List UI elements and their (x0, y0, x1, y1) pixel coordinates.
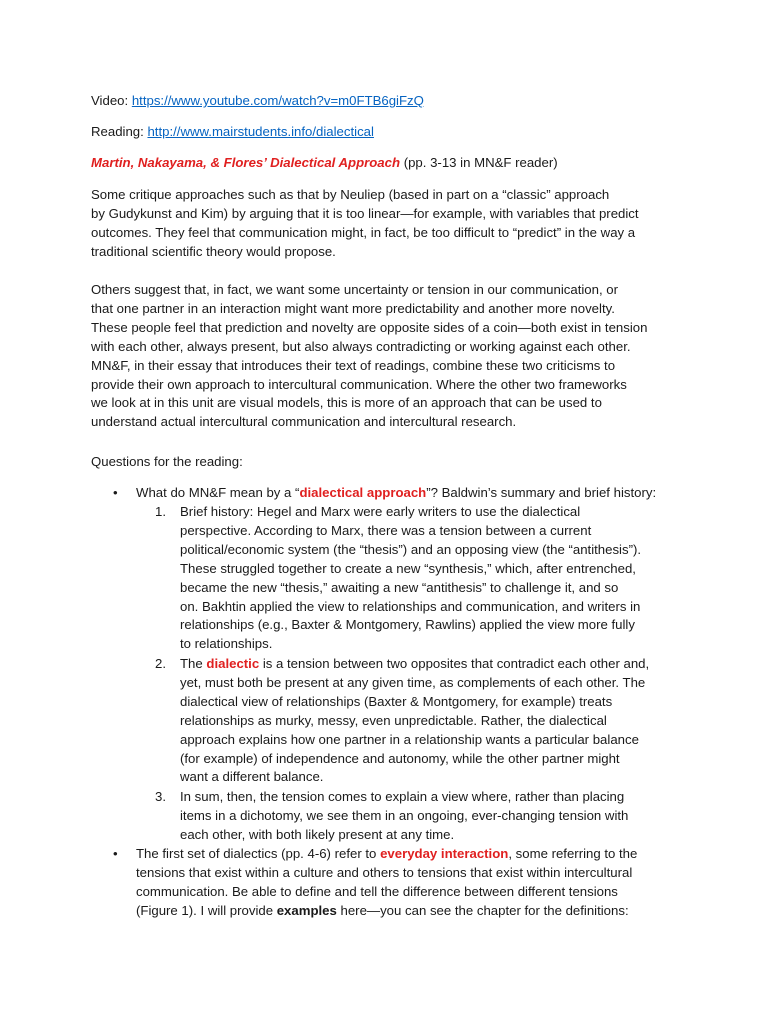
bullet-text: The first set of dialectics (pp. 4-6) refer to (136, 846, 381, 861)
list-item-line: each other, with both likely present at any time. (180, 826, 455, 842)
list-item-line: became the new “thesis,” awaiting a new “antithesis” to challenge it, and so (180, 579, 619, 595)
questions-label: Questions for the reading: (91, 454, 243, 469)
bullet-marker: • (113, 485, 118, 500)
list-item-line: approach explains how one partner in a relationship wants a particular balance (180, 731, 639, 747)
paragraph-line: These people feel that prediction and novelty are opposite sides of a coin—both exist in tension (91, 319, 648, 335)
paragraph-line: understand actual intercultural communication and intercultural research. (91, 414, 517, 430)
list-item-line: In sum, then, the tension comes to explain a view where, rather than placing (180, 789, 625, 804)
bullet-text: , some referring to the (508, 846, 638, 861)
list-item-line: perspective. According to Marx, there was a tension between a current (180, 522, 592, 538)
term-dialectical-approach: dialectical approach (299, 485, 427, 500)
list-item-brief-history (180, 503, 768, 654)
reading-line (91, 123, 691, 142)
list-item-line: relationships as murky, messy, even unpredictable. Rather, the dialectical (180, 712, 607, 728)
bullet-dialectical-approach (136, 484, 736, 503)
heading-title: Martin, Nakayama, & Flores’ Dialectical Approach (91, 155, 401, 170)
paragraph-line: Some critique approaches such as that by Neuliep (based in part on a “classic” approach (91, 187, 610, 202)
term-examples: examples (276, 902, 337, 918)
paragraph-line: by Gudykunst and Kim) by arguing that it is too linear—for example, with variables that predict (91, 205, 639, 221)
term-dialectic: dialectic (206, 656, 260, 671)
paragraph-line: traditional scientific theory would propose. (91, 243, 336, 259)
bullet-line: tensions that exist within a culture and others to tensions that exist within intercultural (136, 864, 633, 880)
heading-pages: (pp. 3-13 in MN&F reader) (400, 155, 558, 170)
list-number: 2. (155, 656, 166, 671)
paragraph-others (91, 281, 691, 432)
video-link[interactable]: https://www.youtube.com/watch?v=m0FTB6giFzQ (131, 93, 424, 108)
list-item-line: yet, must both be present at any given time, as complements of each other. The (180, 674, 646, 690)
paragraph-critique (91, 186, 691, 262)
paragraph-line: provide their own approach to intercultural communication. Where the other two frameworks (91, 376, 627, 392)
list-number: 3. (155, 789, 166, 804)
section-heading (91, 154, 691, 173)
bullet-text: ”? Baldwin’s summary and brief history: (426, 485, 657, 500)
list-item-text: The (180, 656, 207, 671)
video-line (91, 92, 691, 111)
bullet-everyday-interaction (136, 845, 736, 921)
paragraph-line: MN&F, in their essay that introduces their text of readings, combine these two criticisms to (91, 357, 616, 373)
bullet-marker: • (113, 846, 118, 861)
bullet-text: What do MN&F mean by a “ (136, 485, 300, 500)
list-item-line: on. Bakhtin applied the view to relationships and communication, and writers in (180, 598, 641, 614)
paragraph-line: we look at in this unit are visual models, this is more of an approach that can be used to (91, 395, 602, 411)
reading-link[interactable]: http://www.mairstudents.info/dialectical (147, 124, 374, 139)
list-item-dialectic (180, 655, 768, 787)
list-item-line: These struggled together to create a new “synthesis,” which, after entrenched, (180, 560, 636, 576)
bullet-text: here—you can see the chapter for the definitions: (336, 902, 629, 918)
bullet-line: communication. Be able to define and tell the difference between different tensions (136, 883, 618, 899)
video-label: Video: (91, 93, 132, 108)
paragraph-line: that one partner in an interaction might want more predictability and another more novelty. (91, 300, 615, 316)
list-item-line: political/economic system (the “thesis”) and an opposing view (the “antithesis”). (180, 541, 642, 557)
list-item-line: dialectical view of relationships (Baxter & Montgomery, for example) treats (180, 693, 613, 709)
paragraph-line: with each other, always present, but also always contradicting or working against each other. (91, 338, 631, 354)
paragraph-line: Others suggest that, in fact, we want some uncertainty or tension in our communication, or (91, 282, 619, 297)
list-item-line: to relationships. (180, 636, 273, 652)
list-item-text: is a tension between two opposites that contradict each other and, (259, 656, 650, 671)
list-item-in-sum (180, 788, 768, 845)
list-item-line: relationships (e.g., Baxter & Montgomery, Rawlins) applied the view more fully (180, 617, 635, 633)
list-item-line: items in a dichotomy, we see them in an ongoing, ever-changing tension with (180, 807, 629, 823)
paragraph-line: outcomes. They feel that communication might, in fact, be too difficult to “predict” in the way a (91, 224, 636, 240)
reading-label: Reading: (91, 124, 148, 139)
bullet-text: (Figure 1). I will provide (136, 902, 277, 918)
list-item-line: (for example) of independence and autonomy, while the other partner might (180, 750, 620, 766)
list-item-line: want a different balance. (180, 769, 324, 785)
term-everyday-interaction: everyday interaction (380, 846, 509, 861)
list-item-line: Brief history: Hegel and Marx were early writers to use the dialectical (180, 504, 581, 519)
list-number: 1. (155, 504, 166, 519)
